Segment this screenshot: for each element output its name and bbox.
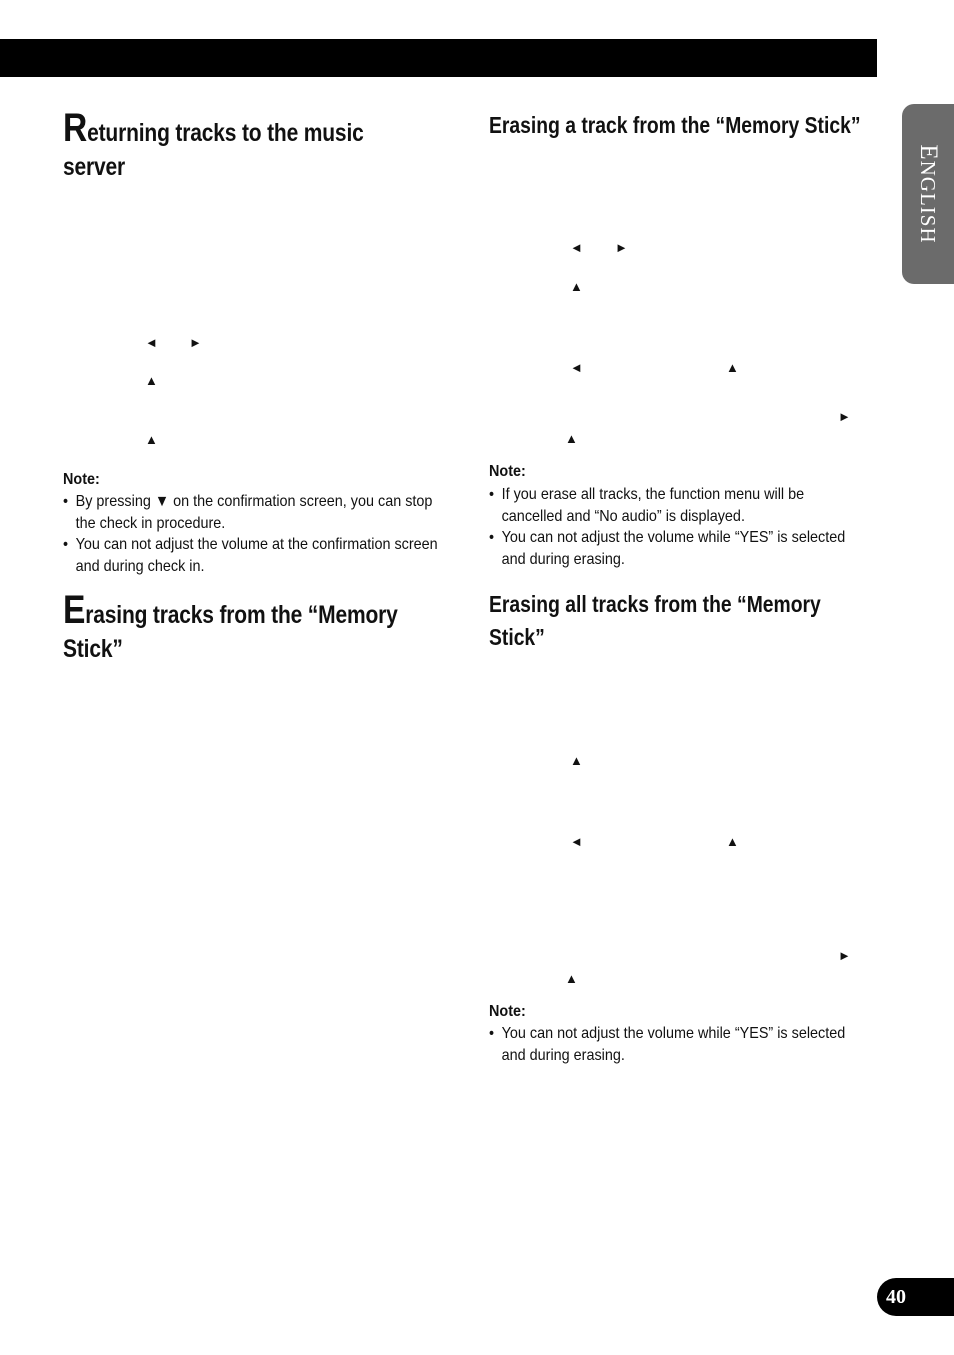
note-title: Note: <box>489 1003 526 1020</box>
up-arrow-icon: ▲ <box>145 373 158 388</box>
left-arrow-icon: ◄ <box>145 335 158 350</box>
subheading-erase-all-tracks: Erasing all tracks from the “Memory Stick” <box>489 591 821 650</box>
list-item: • You can not adjust the volume while “YES” is selected and during erasing. <box>489 1023 851 1066</box>
up-arrow-icon: ▲ <box>570 279 583 294</box>
left-arrow-icon: ◄ <box>570 360 583 375</box>
list-item: • If you erase all tracks, the function menu will be cancelled and “No audio” is displayed. <box>489 484 851 527</box>
note-list <box>63 491 444 578</box>
subheading-erase-one-track: Erasing a track from the “Memory Stick” <box>489 112 861 138</box>
up-arrow-icon: ▲ <box>565 971 578 986</box>
right-arrow-icon: ► <box>838 948 851 963</box>
note-list <box>489 484 851 571</box>
language-tab <box>902 104 954 284</box>
left-arrow-icon: ◄ <box>570 240 583 255</box>
right-arrow-icon: ► <box>615 240 628 255</box>
up-arrow-icon: ▲ <box>726 834 739 849</box>
up-arrow-icon: ▲ <box>726 360 739 375</box>
list-item: • You can not adjust the volume at the confirmation screen and during check in. <box>63 534 444 577</box>
right-arrow-icon: ► <box>189 335 202 350</box>
right-arrow-icon: ► <box>838 409 851 424</box>
note-title: Note: <box>489 463 526 480</box>
header-bar <box>0 39 877 77</box>
left-arrow-icon: ◄ <box>570 834 583 849</box>
up-arrow-icon: ▲ <box>570 753 583 768</box>
section-heading-returning-tracks: Returning tracks to the music server <box>63 106 364 181</box>
language-tab-label: ENGLISH <box>915 144 942 244</box>
note-list <box>489 1023 851 1066</box>
up-arrow-icon: ▲ <box>565 431 578 446</box>
list-item: • By pressing ▼ on the confirmation screen, you can stop the check in procedure. <box>63 491 444 534</box>
page-number: 40 <box>877 1278 954 1316</box>
up-arrow-icon: ▲ <box>145 432 158 447</box>
section-heading-erasing-tracks: Erasing tracks from the “Memory Stick” <box>63 588 398 663</box>
note-title: Note: <box>63 471 100 488</box>
list-item: • You can not adjust the volume while “YES” is selected and during erasing. <box>489 527 851 570</box>
